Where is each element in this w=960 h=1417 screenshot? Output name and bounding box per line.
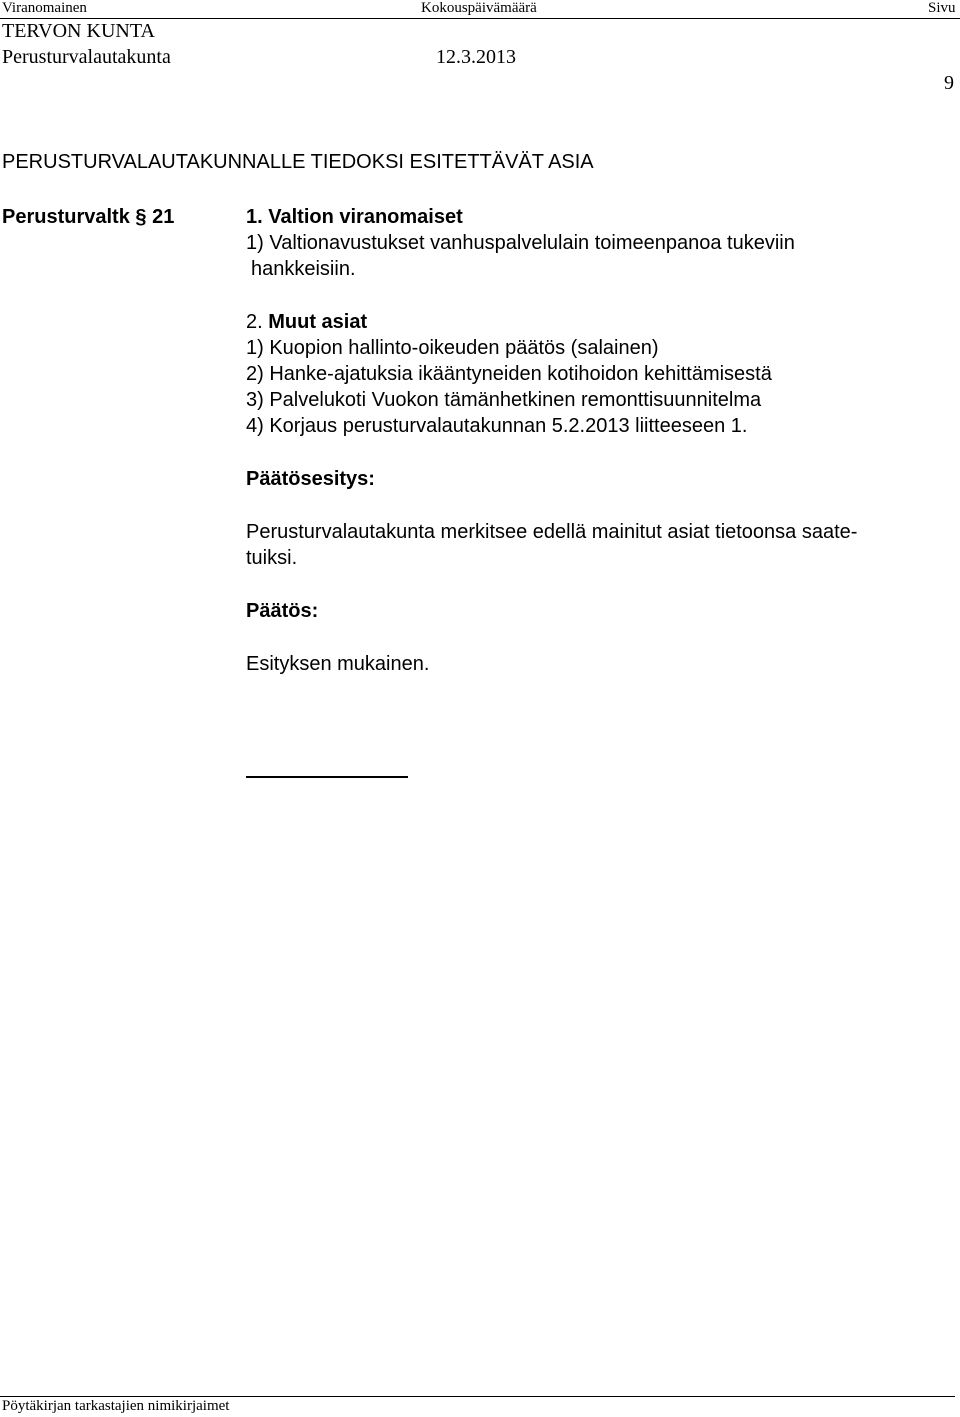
proposal-line-1: Perusturvalautakunta merkitsee edellä mainitut asiat tietoonsa saate- bbox=[246, 521, 858, 543]
group2-line-3: 3) Palvelukoti Vuokon tämänhetkinen remonttisuunnitelma bbox=[246, 389, 762, 411]
proposal-label: Päätösesitys: bbox=[246, 468, 375, 490]
header-meeting-date: 12.3.2013 bbox=[436, 46, 516, 68]
proposal-line-2: tuiksi. bbox=[246, 547, 298, 569]
footer-label: Pöytäkirjan tarkastajien nimikirjaimet bbox=[2, 1398, 230, 1414]
decision-label: Päätös: bbox=[246, 600, 319, 622]
group2-title: Muut asiat bbox=[268, 311, 368, 333]
page-number: 9 bbox=[944, 72, 954, 94]
item-reference: Perusturvaltk § 21 bbox=[2, 206, 175, 228]
group1-line-2: hankkeisiin. bbox=[251, 258, 356, 280]
header-date-label: Kokouspäivämäärä bbox=[421, 0, 537, 16]
group2-line-1: 1) Kuopion hallinto-oikeuden päätös (salainen) bbox=[246, 337, 659, 359]
section-title: PERUSTURVALAUTAKUNNALLE TIEDOKSI ESITETTÄVÄT ASIA bbox=[2, 151, 594, 173]
signature-line bbox=[246, 776, 408, 778]
header-authority-label: Viranomainen bbox=[2, 0, 87, 16]
group2-line-4: 4) Korjaus perusturvalautakunnan 5.2.2013 liitteeseen 1. bbox=[246, 415, 748, 437]
municipality-name: TERVON KUNTA bbox=[2, 20, 155, 42]
group1-title: 1. Valtion viranomaiset bbox=[246, 206, 463, 228]
group1-line-1: 1) Valtionavustukset vanhuspalvelulain toimeenpanoa tukeviin bbox=[246, 232, 795, 254]
group2-heading bbox=[246, 309, 367, 335]
group2-line-2: 2) Hanke-ajatuksia ikääntyneiden kotihoidon kehittämisestä bbox=[246, 363, 772, 385]
decision-text: Esityksen mukainen. bbox=[246, 653, 430, 675]
footer-divider bbox=[0, 1396, 955, 1397]
group2-number: 2. bbox=[246, 311, 263, 333]
header-authority: Perusturvalautakunta bbox=[2, 46, 171, 68]
header-divider bbox=[0, 18, 960, 19]
header-page-label: Sivu bbox=[928, 0, 956, 16]
